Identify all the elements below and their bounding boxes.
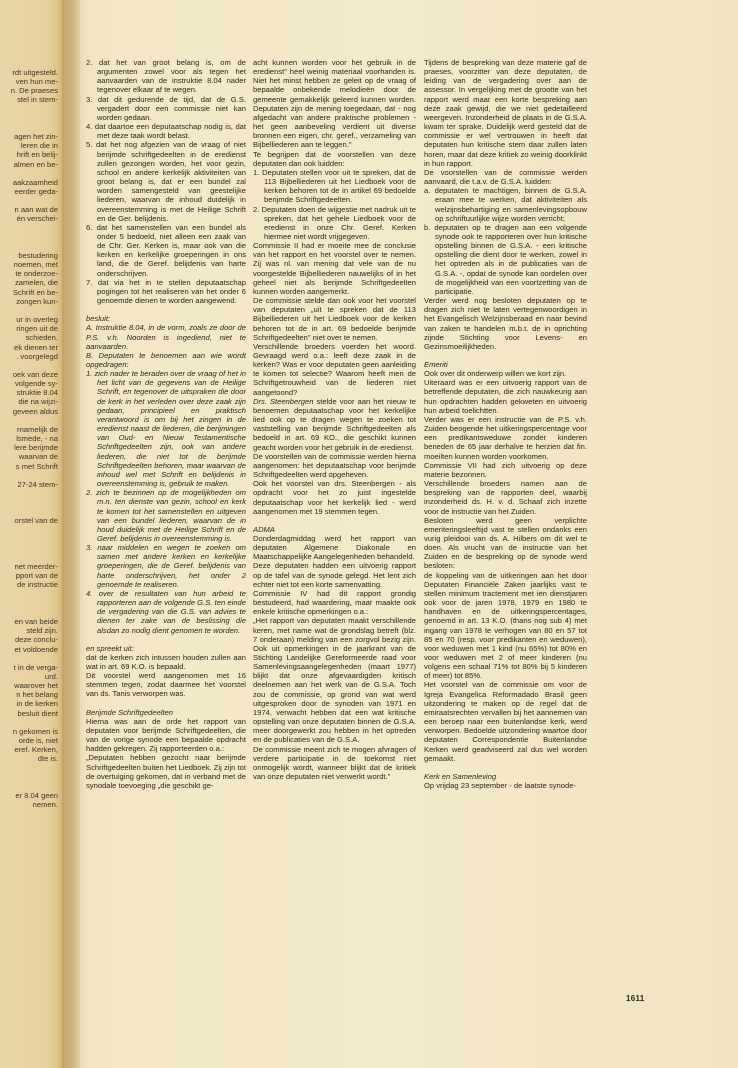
previous-page-fragment: volgende sy- (14, 379, 58, 389)
previous-page-fragment: die na wijzi- (18, 397, 58, 407)
previous-page-fragment (0, 306, 58, 315)
previous-page-fragment: besluit dient (17, 708, 58, 718)
previous-page-fragment: waarvan de (18, 452, 58, 462)
previous-page-fragment (0, 169, 58, 178)
paragraph: Besloten werd geen verplichte emeriteringsleeftijd vast te stellen ondanks een vurig pleidooi van ds. A. Hilbers om dit wel te doen. Als vrucht van de instructie van het Zuiden en de bespreking op de synode werd besloten: (424, 515, 587, 571)
section-heading-kerk-en-samenleving: Kerk en Samenleving (424, 771, 497, 781)
previous-page-fragment: rnamelijk de (17, 424, 58, 434)
consideration-item: 6. dat het samenstellen van een bundel als onder 5 bedoeld, niet alleen een zaak van de Chr. Ger. Kerken is, maar ook van die kerken en kerkelijke groeperingen in ons land, die de Geref. belijdenis van harte onderschrijven. (86, 222, 246, 278)
column-3 (424, 58, 587, 790)
previous-page-fragment: en van beide (14, 617, 58, 627)
previous-page-fragment: aakzaamheid (12, 177, 58, 187)
previous-page-fragment: én verschei- (16, 214, 58, 224)
besluit-a: A. Instruktie 8.04, in de vorm, zoals ze door de P.S. v.h. Noorden is ingediend, niet te aanvaarden. (86, 323, 246, 351)
previous-page-fragment: . voorgelegd (16, 351, 58, 361)
previous-page-fragment: eerder geda- (14, 186, 58, 196)
previous-page-fragment: n het belang (16, 690, 58, 700)
consideration-item: 7. dat via het in te stellen deputaatschap pogingen tot het realiseren van het onder 6 genoemde dienen te worden aangewend. (86, 277, 246, 306)
previous-page-fragment: schieden. (25, 333, 58, 343)
paragraph: Tijdens de bespreking van deze materie gaf de praeses, voorzitter van deze deputaten, de leiding van de vergadering over aan de assessor. In vergelijking met de grootte van het rapport werd maar een korte bespreking aan deze zaak gewijd, die we niet gedetailleerd weergeven. Inzonderheid de plaats in de G.S.A. kwam ter sprake. Duidelijk werd gesteld dat de commissie er wel vertrouwen in heeft dat deputaten hun kritische stem daar zullen laten horen, maar dat deze kritiek zo weinig doorklinkt in hun rapport. (424, 58, 587, 168)
proposal-item: 1. Deputaten stellen voor uit te spreken, dat de 113 Bijbelliederen uit het Liedboek voor de kerken behoren tot de in artikel 69 bedoelde berijmde Schriftgedeelten. (253, 167, 416, 205)
previous-page-fragment: pport van de (15, 571, 58, 581)
previous-page-fragment (0, 553, 58, 562)
previous-page-fragment (0, 196, 58, 205)
paragraph: Verder was er een instructie van de P.S. v.h. Zuiden beogende het uitkeringspercentage voor een predikantsweduwe zonder kinderen beneden de 65 jaar derhalve te herzien dat fin. moeilten kunnen worden voorkomen. (424, 414, 587, 461)
previous-page-fragment: ur in overleg (16, 315, 58, 325)
previous-page-fragment (0, 654, 58, 663)
paragraph: De voorstellen van de commissie werden aanvaard, die t.a.v. de G.S.A. luidden: (424, 167, 587, 187)
previous-page-fragment (0, 544, 58, 553)
paragraph: Ook over dit onderwerp willen we kort zijn. (424, 369, 567, 379)
column-1 (86, 58, 246, 790)
previous-page-fragment: n. De praeses (10, 86, 58, 96)
previous-page-fragment: in de kerken (16, 699, 58, 709)
paragraph: Op vrijdag 23 september - de laatste synode- (424, 781, 576, 791)
previous-page-fragment (0, 599, 58, 608)
section-heading-adma: ADMA (253, 524, 275, 534)
paragraph: Verschillende broeders namen aan de bespreking van de rapporten deel, waarbij inzonderheid ds. H. v. d. Schaaf zich inzette voor de instructie van het Zuiden. (424, 479, 587, 516)
spreekt-uit-text: dat de kerken zich intussen houden zullen aan wat in art. 69 K.O. is bepaald. (86, 652, 246, 671)
previous-page-fragment (0, 773, 58, 782)
previous-page-fragment: ven hun me- (15, 77, 58, 87)
previous-page-fragment (0, 489, 58, 498)
paragraph: Verder werd nog besloten deputaten op te dragen zich niet te laten vertegenwoordigen in het Evangelisch Welzijnsberaad en naar bevind van zaken te handelen m.b.t. de in oprichting zijnde Stichting voor Levens- en Gezinsmoeilijkheden. (424, 296, 587, 351)
previous-page-fragment: bestudering (18, 251, 58, 260)
previous-page-fragment: n gekomen is (12, 726, 58, 736)
proposal-item: 2. Deputaten doen de wijgestie met nadruk uit te spreken, dat het gehele Liedboek voor de eredienst in onze Chr. Geref. Kerken hiermee niet wordt vrijgegeven. (253, 204, 416, 241)
opdracht-item: 3. naar middelen en wegen te zoeken om samen met andere kerken en kerkelijke groeperingen, die de Geref. belijdenis van harte onderschrijven, het onder 2 genoemde te realiseren. (86, 543, 246, 589)
previous-page-fragment (0, 590, 58, 599)
previous-page-fragment: eref. Kerken, (14, 745, 58, 755)
page-number: 1611 (626, 994, 645, 1003)
previous-page-fragment: ek dienen ter (14, 342, 58, 352)
opdracht-item: 4. over de resultaten van hun arbeid te rapporteren aan de volgende G.S. ten einde de vergadering van die G.S. van advies te dienen ter zake van de beslissing die alsdan zo nodig dient genomen te worden. (86, 588, 246, 635)
previous-page-fragment: deze conclu- (14, 635, 58, 645)
previous-page-fragment: noemen, met (13, 260, 58, 270)
previous-page-fragment: leren die in (20, 141, 58, 151)
previous-page-fragment (0, 764, 58, 773)
previous-page-fragment: s met Schrift (15, 461, 58, 471)
previous-page-fragment (0, 105, 58, 114)
paragraph: Commissie II had er moeite mee de conclusie van het rapport en het voorstel over te nemen. Zij was nl. van mening dat vele van de nu voorgestelde Bijbelliederen nauwelijks of in het geheel niet als berijmde Schriftgedeelten kunnen worden aangemerkt. (253, 241, 416, 296)
previous-page-fragment: hrift en belij- (16, 150, 58, 160)
opdracht-item: 1. zich nader te beraden over de vraag of het in het licht van de gegevens van de Heilige Schrift, en tegenover de uitspraken die door de kerk in het verleden over deze zaak zijn gedaan, principieel en praktisch verantwoord is om bij het zingen in de eredienst naast de liederen, die berijmingen van Oud- en Nieuw Testamentische Schriftgedeelten zijn, ook van andere liederen, die niet tot de berijmde Schriftgedeelten behoren, maar waarvan de inhoud wel met Schrift en belijdenis in overeenstemming is, gebruik te maken. (86, 369, 246, 489)
previous-page-fragment (0, 361, 58, 370)
paragraph: Verschillende broeders voerden het woord. Gevraagd werd o.a.: leeft deze zaak in de kerken? Was er voor deputaten geen aanleiding te komen tot selectie? Waarom heeft men de Schriftgetrouwheid van de liederen niet aangetoond? (253, 341, 416, 397)
paragraph: Uiteraard was er een uitvoerig rapport van de betreffende deputaten, die zich nauwkeurig aan hun opdrachten hadden gekweten en uitvoerig hun arbeid toelichtten. (424, 378, 587, 415)
previous-page-fragment: Schrift en be- (12, 287, 58, 297)
paragraph: Ook het voorstel van drs. Steenbergen - als opdracht voor het zo juist ingestelde deputaatschap voor het kerkelijk lied - werd aangenomen met 19 stemmen tegen. (253, 479, 416, 516)
previous-page-fragment (0, 535, 58, 544)
previous-page-fragment: er 8.04 geen (15, 790, 58, 800)
opdracht-item: 2. zich te bezinnen op de mogelijkheden om m.n. ten dienste van gezin, school en kerk te komen tot het samenstellen en uitgeven van een bundel liederen, waarvan de in houd duidelijk met de Heilige Schrift en de Geref. belijdenis in overeenstemming is. (86, 488, 246, 543)
paragraph: De commissie stelde dan ook voor het voorstel van deputaten „uit te spreken dat de 113 Bijbelliederen uit het Liedboek voor de kerken behoren tot de in art. 69 bedoelde berijmde Schriftgedeelten" niet over te nemen. (253, 296, 416, 342)
previous-page-fragment: urd. (44, 671, 58, 681)
consideration-item: 3. dat dit gedurende de tijd, dat de G.S. vergadert door een commissie niet kan worden gedaan. (86, 94, 246, 122)
consideration-item: 5. dat het nog afgezien van de vraag of niet berijmde schriftgedeelten in de eredienst zullen gezongen worden, het voor gezin, school en andere kerkelijk aktiviteiten van groot belang is, dat er een bundel zal worden samengesteld van geestelijke liederen, waarvan de inhoud duidelijk in overeenstemming is met de Heilige Schrift en de Ger. belijdenis. (86, 140, 246, 223)
previous-page-fragment: lsmede, - na (16, 434, 58, 444)
gsa-item: a. deputaten te machtigen, binnen de G.S.A. eraan mee te werken, dat aktiviteiten als welzijnsbehartiging en samenlevingsopbouw op schriftuurlijke wijze worden verricht; (424, 186, 587, 223)
paragraph: „Het rapport van deputaten maakt verschillende keren, met name wat de grondslag betreft (blz. 7 onderaan) melding van een zorgvol bezig zijn. Ook uit opmerkingen in de jaarkrant van de Stichting Landelijke Gereformeerde raad voor Samenlevingsaangelegenheden (maart 1977) blijkt dat onze afgevaardigden kritisch deelnemen aan het werk van de G.S.A. Toch zou de commissie, op grond van wat werd uitgesproken door de synoden van 1971 en 1974, verwacht hebben dat een wat kritische opstelling van onze deputaten binnen de G.S.A. meer doorgewerkt zou hebben in het optreden en de publicaties van de G.S.A. (253, 616, 416, 745)
previous-page-fragment: 27-24 stem- (17, 479, 58, 489)
previous-page-fragment (0, 416, 58, 425)
previous-page-fragment (0, 526, 58, 535)
previous-page-fragment: orstel van de (14, 516, 58, 526)
previous-page-edge (0, 0, 62, 1068)
previous-page-fragment (0, 242, 58, 251)
paragraph: Commissie IV had dit rapport grondig bestudeerd, had waardering, maar maakte ook enkele kritische opmerkingen o.a.: (253, 588, 416, 617)
paragraph: acht kunnen worden voor het gebruik in de eredienst" heel weinig materiaal voorhanden is. Niet het minst hebben ze geleit op de vraag of bepaalde onbekende melodieën door de gemeente gemakkelijk geleerd kunnen worden. Deputaten zijn de mening toegedaan, dat - nog afgedacht van andere praktische problemen - het geen aanbeveling verdient uit diverse bronnen een eigen, chr. geref., verzameling van Bijbelliederen aan te leggen." (253, 58, 416, 150)
previous-page-fragment: oek van deze (12, 370, 58, 379)
previous-page-fragment: zamelen, die (14, 278, 58, 288)
previous-page-fragment (0, 233, 58, 242)
previous-page-fragment: agen het zin- (14, 132, 58, 142)
previous-page-fragment (0, 718, 58, 727)
previous-page-fragment: net meerder- (14, 562, 58, 572)
previous-page-fragment: stel in stem- (17, 95, 58, 105)
binding-gutter (62, 0, 80, 1068)
spreekt-uit-heading: en spreekt uit: (86, 643, 134, 653)
paragraph: „Deputaten hebben gezocht naar berijmde Schriftgedeelten buiten het Liedboek. Zij zijn tot de overtuiging gekomen, dat in verband met de synodale toevoeging „die geschikt ge- (86, 753, 246, 790)
previous-page-fragment: almen en be- (13, 159, 58, 169)
previous-page-fragment (0, 224, 58, 233)
previous-page-fragment: t in de verga- (13, 662, 58, 672)
vote-result: Dit voorstel werd aangenomen met 16 stemmen tegen, zodat daarmee het voorstel van ds. Tanis verworpen was. (86, 671, 246, 699)
previous-page-fragment: rdt uitgesteld. (12, 68, 58, 77)
previous-page-fragment: orde is, niet (18, 736, 58, 746)
previous-page-fragment (0, 507, 58, 516)
previous-page-fragment: struktie 8.04 (16, 388, 58, 398)
paragraph: Te begrijpen dat de voorstellen van deze deputaten dan ook luidden: (253, 149, 416, 168)
previous-page-fragment: n aan wat de (14, 205, 58, 215)
section-heading-emeriti: Emeriti (424, 360, 448, 369)
paragraph: Drs. Steenbergen stelde voor aan het nieuw te benoemen deputaatschap voor het kerkelijke lied ook op te dragen wegen te zoeken tot vaststelling van berijmde Schriftgedeelten als bedoeld in art. 69 KO., die geschikt kunnen geacht worden voor het gebruik in de eredienst. (253, 396, 416, 452)
previous-page-fragment: de instructie (17, 580, 58, 590)
previous-page-fragment: et voldoende (14, 644, 58, 654)
column-2 (253, 58, 416, 781)
besluit-heading: besluit: (86, 314, 111, 324)
previous-page-text-fragments (0, 68, 58, 809)
previous-page-fragment: waarover het (14, 681, 58, 691)
previous-page-fragment: geveen aldus (12, 406, 58, 416)
paragraph: Deze deputaten hadden een uitvoerig rapport op de tafel van de synode gelegd. Het lent zich echter niet tot een korte samenvatting. (253, 561, 416, 589)
speaker-name: Drs. Steenbergen (253, 396, 314, 406)
previous-page-fragment (0, 123, 58, 132)
consideration-item: 2. dat het van groot belang is, om de argumenten zowel voor als tegen het aanvaarden van de instruktie 8.04 nader tegenover elkaar af te wegen. (86, 58, 246, 95)
previous-page-fragment (0, 114, 58, 123)
previous-page-fragment: steld zijn. (26, 626, 58, 636)
paragraph: Het voorstel van de commissie om voor de Igreja Evangelica Reformadado Brasil geen uitzondering te maken op de regel dat de emiraatsrechten vervallen bij het aannemen van een beroep naar een buitenlandse kerk, werd verworpen. Bedoelde uitzondering waartoe door deputaten Correspondentie Buitenlandse Kerken werd geadviseerd zal dus wel worden gemaakt. (424, 680, 587, 763)
previous-page-fragment: lere berijmde (14, 443, 58, 453)
previous-page-fragment (0, 782, 58, 791)
previous-page-fragment: zongen kun- (16, 296, 58, 306)
besluit-b: B. Deputaten te benoemen aan wie wordt opgedragen: (86, 350, 246, 369)
previous-page-fragment: dte is. (37, 754, 58, 764)
gsa-item: b. deputaten op te dragen aan een volgende synode ook te rapporteren over hun kritische opstelling binnen de G.S.A. - een kritische opstelling die dient door te werken, zowel in het optreden als in de publicaties van de G.S.A. -, opdat de synode kan oordelen over de mogelijkheid van een voortzetting van de participatie. (424, 222, 587, 296)
paragraph: de koppeling van de uitkeringen aan het door Deputaten Financiële Zaken jaarlijks vast te stellen minimum tractement met ien dienstjaren ook voor de jaren 1978, 1979 en 1980 te handhaven en de uitkeringspercentages, genoemd in art. 13 K.O. (thans nog sub 4) met ingang van 1978 te verhogen van 80 en 57 tot 85 en 70 (resp. voor predikanten en weduwen), voor weduwen met 1 kind (nu 65%) tot 80% en voor weduwen met 2 of meer kinderen (nu volgens een schaal 71% tot 80% bij 5 kinderen of meer) tot 85%. (424, 570, 587, 681)
consideration-item: 4. dat daartoe een deputaatschap nodig is, dat met deze taak wordt belast. (86, 122, 246, 141)
section-heading-berijmde: Berijmde Schriftgedeelten (86, 707, 173, 717)
paragraph: De commissie meent zich te mogen afvragen of verdere participatie in de toekomst niet onmogelijk wordt, wanneer blijkt dat de kritiek van onze deputaten niet verwerkt wordt." (253, 744, 416, 782)
paragraph: De voorstellen van de commissie werden hierna aangenomen: het deputaatschap voor berijmde Schriftgedeelten werd opgeheven. (253, 451, 416, 480)
previous-page-fragment (0, 471, 58, 480)
paragraph: Hierna was aan de orde het rapport van deputaten voor berijmde Schriftgedeelten, die van de vorige synode een bepaalde opdracht hadden gekregen. Zij rapporteerden o.a.: (86, 716, 246, 754)
paragraph: Commissie VII had zich uitvoerig op deze materie bezonnen. (424, 460, 587, 479)
previous-page-fragment (0, 608, 58, 617)
previous-page-fragment: ringen uit de (16, 324, 58, 334)
previous-page-fragment: te onderzoe- (15, 269, 58, 279)
previous-page-fragment (0, 498, 58, 507)
paragraph: Donderdagmiddag werd het rapport van deputaten Algemene Diakonale en Maatschappelijke Aangelegenheden behandeld. (253, 533, 416, 562)
previous-page-fragment: nemen. (32, 800, 58, 810)
